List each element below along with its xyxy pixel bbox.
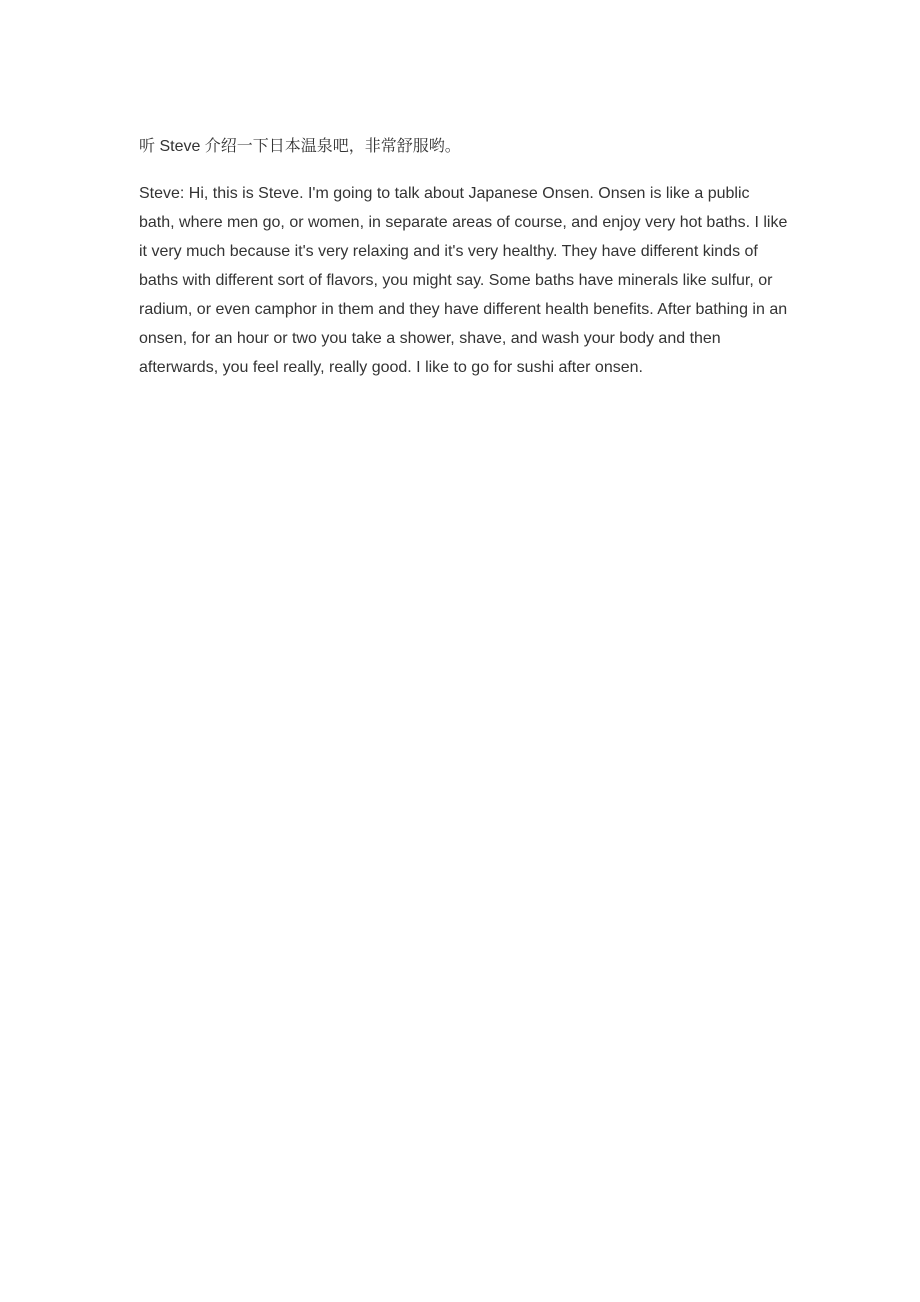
document-body bbox=[139, 133, 789, 382]
transcript-paragraph: Steve: Hi, this is Steve. I'm going to talk about Japanese Onsen. Onsen is like a public bath, where men go, or women, in separate areas of course, and enjoy very hot baths. I like it very much because it's very relaxing and it's very healthy. They have different kinds of baths with different sort of flavors, you might say. Some baths have minerals like sulfur, or radium, or even camphor in them and they have different health benefits. After bathing in an onsen, for an hour or two you take a shower, shave, and wash your body and then afterwards, you feel really, really good. I like to go for sushi after onsen. bbox=[139, 185, 788, 376]
intro-paragraph: 听 Steve 介绍一下日本温泉吧，非常舒服哟。 bbox=[139, 138, 461, 155]
